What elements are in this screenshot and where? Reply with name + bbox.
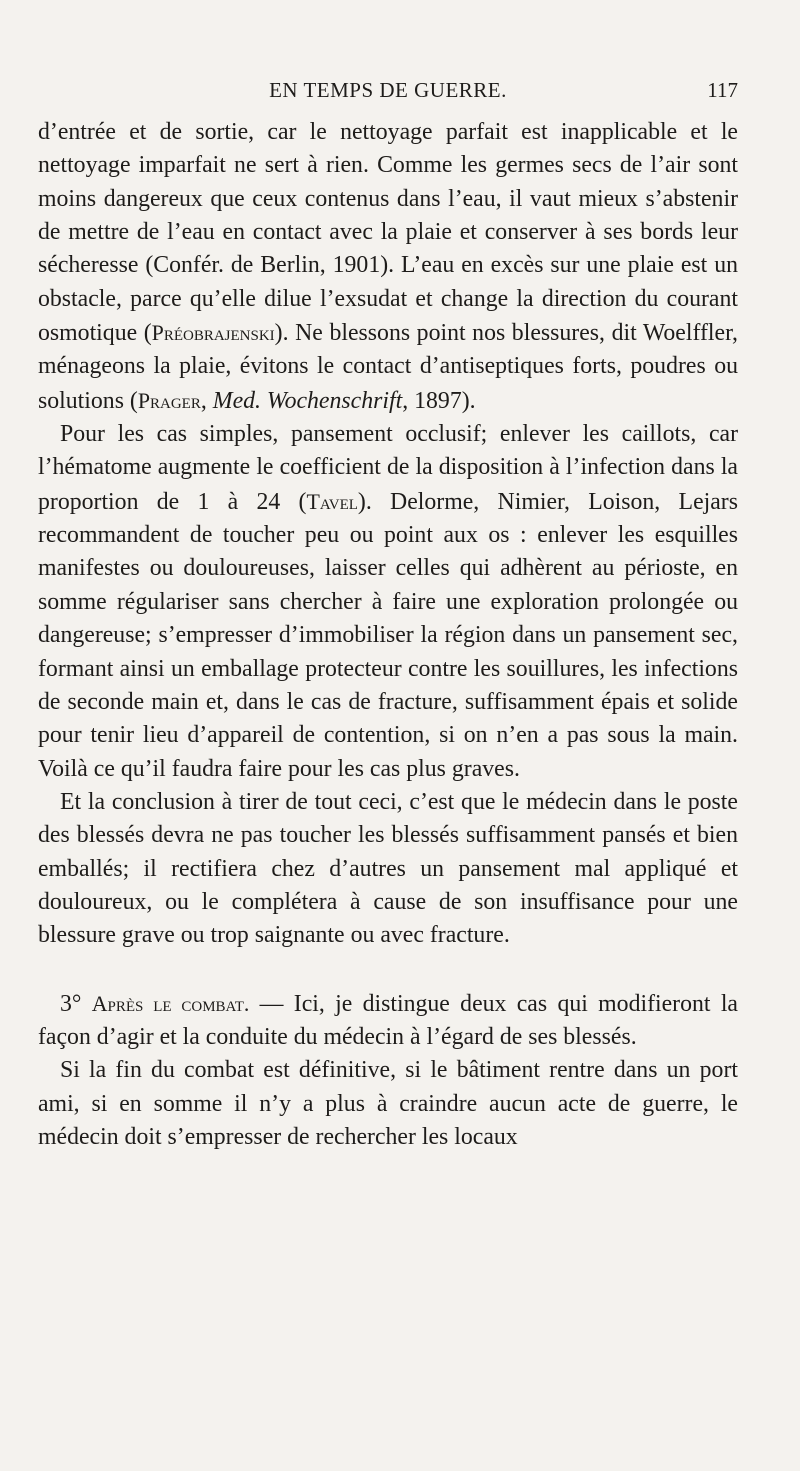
section-after-combat bbox=[38, 987, 738, 1055]
section-number: 3° bbox=[60, 990, 82, 1017]
section-heading: Après le combat. bbox=[91, 990, 250, 1016]
author-name: Tavel bbox=[306, 488, 358, 514]
paragraph-text: d’entrée et de sortie, car le nettoyage parfait est inapplicable et le nettoyage imparfait ne sert à rien. Comme les germes secs de l’air sont moins dangereux que ceux contenus dans l’eau, il vaut mieux s’abstenir de mettre de l’eau en contact avec la plaie et conserver à ses bords leur sécheresse (Confér. de Berlin, 1901). L’eau en excès sur une plaie est un obstacle, parce qu’elle dilue l’exsudat et change la direction du courant osmotique ( bbox=[38, 119, 738, 347]
paragraph-text: , 1897). bbox=[402, 387, 476, 414]
page-number: 117 bbox=[707, 78, 738, 102]
body-text bbox=[38, 116, 738, 1154]
paragraph-text: Pour les cas simples, pansement occlusif; enlever les caillots, car l’hématome augmente le coefficient de la disposition à l’infection dans la proportion de 1 à 24 ( bbox=[38, 421, 738, 515]
paragraph-text: — Ici, je distingue deux cas qui modifieront la façon d’agir et la conduite du médecin à l’égard de ses blessés. bbox=[38, 990, 738, 1050]
paragraph-text: Si la fin du combat est définitive, si le bâtiment rentre dans un port ami, si en somme il n’y a plus à craindre aucun acte de guerre, le médecin doit s’empresser de rechercher les locaux bbox=[38, 1057, 738, 1150]
paragraph-conclusion bbox=[38, 786, 738, 953]
paragraph-text: ). Ne blessons point nos blessures, dit Woelffler, ménageons la plaie, évitons le contact d’antiseptiques forts, poudres ou solutions ( bbox=[38, 320, 738, 414]
paragraph-simple-cases bbox=[38, 418, 738, 786]
paragraph-end-of-combat bbox=[38, 1054, 738, 1154]
author-name: Préobrajenski bbox=[151, 320, 275, 346]
paragraph-text: , bbox=[200, 387, 213, 414]
page-header bbox=[38, 72, 738, 112]
journal-title: Med. Wochenschrift bbox=[212, 387, 403, 414]
running-title: EN TEMPS DE GUERRE. bbox=[269, 78, 507, 102]
paragraph-text: Et la conclusion à tirer de tout ceci, c’est que le médecin dans le poste des blessés devra ne pas toucher les blessés suffisamment pansés et bien emballés; il rectifiera chez d’autres un pansement mal appliqué et douloureux, ou le complétera à cause de son insuffisance pour une blessure grave ou trop saignante ou avec fracture. bbox=[38, 788, 738, 949]
author-name: Prager bbox=[137, 387, 201, 413]
paragraph-antisepsis bbox=[38, 116, 738, 418]
paragraph-text: ). Delorme, Nimier, Loison, Lejars recommandent de toucher peu ou point aux os : enlever les esquilles manifestes ou douloureuses, laisser celles qui adhèrent au périoste, en somme régulariser sans chercher à faire une exploration prolongée ou dangereuse; s’empresser d’immobiliser la région dans un pansement sec, formant ainsi un emballage protecteur contre les souillures, les infections de seconde main et, dans le cas de fracture, suffisamment épais et solide pour tenir lieu d’appareil de contention, si on n’en a pas sous la main. Voilà ce qu’il faudra faire pour les cas plus graves. bbox=[38, 488, 738, 782]
